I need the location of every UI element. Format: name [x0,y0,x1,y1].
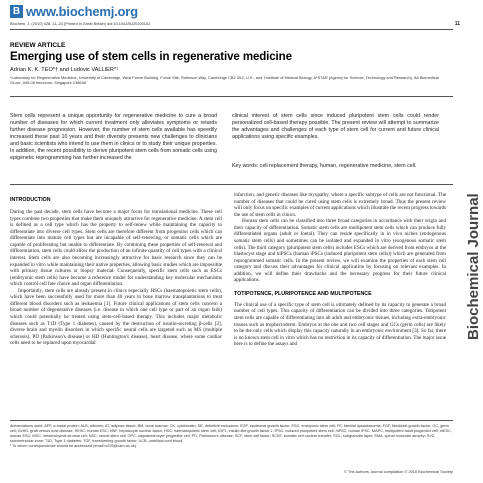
side-journal-label [462,110,480,340]
article-type: REVIEW ARTICLE [10,42,66,49]
totipotence-body [234,302,446,348]
abstract-right: clinical interest of stem cells since induced pluripotent stem cells could render personalized cell-based therapy possible. The present review will attempt to summarize the advantages and challenges of each type of stem cell for current and future clinical applications using specific examples. [232,113,439,141]
intro-body [10,209,222,347]
right-paragraph-2: Human stem cells can be classified into three broad categories in accordance with their origin and their capacity of differentiation. Somatic stem cells are multipotent stem cells which can produce fully differentiated organs (adult or foetal). They can reside specifically in in vivo niches (endogenous somatic stem cells) and sometimes can be isolated and expanded in vitro (exogenous somatic stem cells). The third category (pluripotent stem cells) includes ESCs which are derived from embryos at the blastocyst stage and hiPSCs (human iPSCs (induced pluripotent stem cells)) which are generated from reprogrammed somatic cells. In the present review, we will examine the properties of each stem cell category and discuss their advantages for clinical application by focusing on relevant examples. In addition, we will define their drawbacks and the necessary progress for their future clinical applications. [234,218,446,284]
right-column [234,192,446,348]
header-divider [10,29,453,30]
abbreviations-footnote: Abbreviations used: AFP, α-foetal protein; ALB, albumin; AT, adipose tissue; BM, bone marrow; CK, cytokeratin; DE, definitive endoderm; EGF, epidermal growth factor; ESC, embryonic stem cell; FE, familial dysautonomia; FGF, fibroblast growth factor; GC, germ cell; GvHD, graft versus host disease; HESC, human ESC; HNF, hepatocyte nuclear factor; HSC, haematopoietic stem cell; IGF1, insulin-like growth factor 1; iPSC, induced pluripotent stem cell; hiPSC, human iPSC; MAPC, multipotent adult progenitor cell; mESC, mouse ESC; MSC, mesenchymal stromal cell; NSC, neural stem cell; OPC, oligodendrocyte progenitor cell; PD, Parkinson's disease; SCF, stem cell factor; SCNT, somatic cell nuclear transfer; SGL, subgranular layer; SMA, spinal muscular atrophy; SVZ, subventricular zone; T1D, Type 1 diabetes; TGF, transforming growth factor; UCB, umbilical cord blood. [10,424,452,443]
citation-line: Biochem. J. (2010) 428, 11–23 (Printed in Great Britain) doi:10.1042/BJ20100102 [10,21,151,26]
copyright-notice: © The Authors Journal compilation © 2010 Biochemical Society [343,469,453,474]
journal-logo-icon: B [10,5,23,18]
section-heading-totipotence: TOTIPOTENCE, PLURIPOTENCE AND MULTIPOTENCE [234,290,372,297]
footnotes [10,424,453,449]
intro-column [10,197,222,347]
intro-paragraph-2: Importantly, stem cells are already present in clinics especially HSCs (haematopoietic stem cells), which have been successfully used for more than 40 years in bone marrow transplantations to treat different blood disorders such as leukaemia [1]. Future clinical applications of stem cells concern a broad number of degenerative diseases (i.e. disease in which one cell type or part of an organ fails) which could potentially be treated using stem-cell-based therapy. This includes major metabolic diseases such as T1D (Type 1 diabetes), caused by the destruction of insulin-secreting β-cells [2], diverse brain and myelin disorders in which specific neural cells are targeted such as MS (multiple sclerosis), PD (Parkinson's disease) or HD (Huntington's disease), heart disease, where some cardiac cells need to be replaced upon myocardial [10,287,222,347]
right-paragraph-1: infarction, and genetic diseases like myopathy, where a specific subtype of cells are not functional. The number of diseases that could be cured using stem cells is extremely broad. Thus the present review will only focus on specific examples of current applications which illustrate the recent progress towards the use of stem cells in clinics. [234,192,446,218]
affiliation-divider [10,96,453,97]
article-title: Emerging use of stem cells in regenerative medicine [10,51,292,63]
abstract-left: Stem cells represent a unique opportunity for regenerative medicine to cure a broad number of diseases for which current treatment only alleviates symptoms or retards further disease progression. However, the number of stem cells available has speedily increased these past 10 years and their diversity presents new challenges to clinicians and basic scientists who intend to use them in clinics or to study their unique properties. In addition, the recent possibility to derive pluripotent stem cells from somatic cells using epigenetic reprogramming has further increased the [10,113,217,162]
abstract-divider [10,184,453,185]
side-journal-text: Biochemical Journal [465,193,482,340]
keywords: Key words: cell replacement therapy, human, regenerative medicine, stem cell. [232,163,417,169]
author-affiliations: *Laboratory for Regenerative Medicine, University of Cambridge, West Forvie Building, Forvie Site, Robinson Way, Cambridge CB2 0SZ, U.K., and †Institute of Medical Biology, A*STAR (Agency for Science, Technology and Research), 8A Biomedical Grove, #06-06 Immunos, Singapore 138648 [10,75,439,85]
journal-url[interactable]: www.biochemj.org [26,3,138,19]
page-number: 11 [454,21,460,27]
section-heading-introduction: INTRODUCTION [10,197,51,203]
totipotence-paragraph: The clinical use of a specific type of stem cell is ultimately defined by its capacity to generate a broad number of cell types. This capacity of differentiation can be divided into three categories. Totipotent stem cells are capable of differentiating into all adult and embryonic tissues, including extra-embryonic tissues such as trophectoderm. Embryos at the one and two cell stages and GCs (germ cells) are likely to be the only cells which display this capacity naturally in an embryonic environment [3]. So far, there is no known stem cell in vitro which has no restriction in its capacity of differentiation. The major issue here is to define the assays and [234,301,446,348]
journal-logo[interactable] [10,3,138,19]
footnote-divider [10,420,453,421]
article-authors: Adrian K. K. TEO*† and Ludovic VALLIER*¹ [10,67,118,73]
correspondence-footnote: ¹ To whom correspondence should be addressed (email lv225@cam.ac.uk). [10,443,138,448]
intro-paragraph-1: During the past decade, stem cells have become a major focus for translational medicine. These cell types combine two properties that make them uniquely attractive for regenerative medicine. A stem cell is defined as a cell type which has the property to self-renew while maintaining the capacity to differentiate into diverse cell types. Stem cells are therefore different from progenitor cells which can differentiate into mature cell types but are incapable of self-renewing, or somatic cells which are capable of proliferating but unable to differentiate. By combining these properties of self-renewal and differentiation, stem cells could allow the production of an infinite quantity of cell types with a clinical interest. Stem cells are also becoming increasingly attractive for basic research since they can be expanded in vitro while maintaining their native properties, allowing basic studies which are impossible with primary tissue cultures or biopsy material. Consequently, specific stem cells such as ESCs (embryonic stem cells) have become a reference model for understanding key molecular mechanisms which control cell fate choice and organ differentiation. [10,209,222,288]
right-body [234,192,446,284]
